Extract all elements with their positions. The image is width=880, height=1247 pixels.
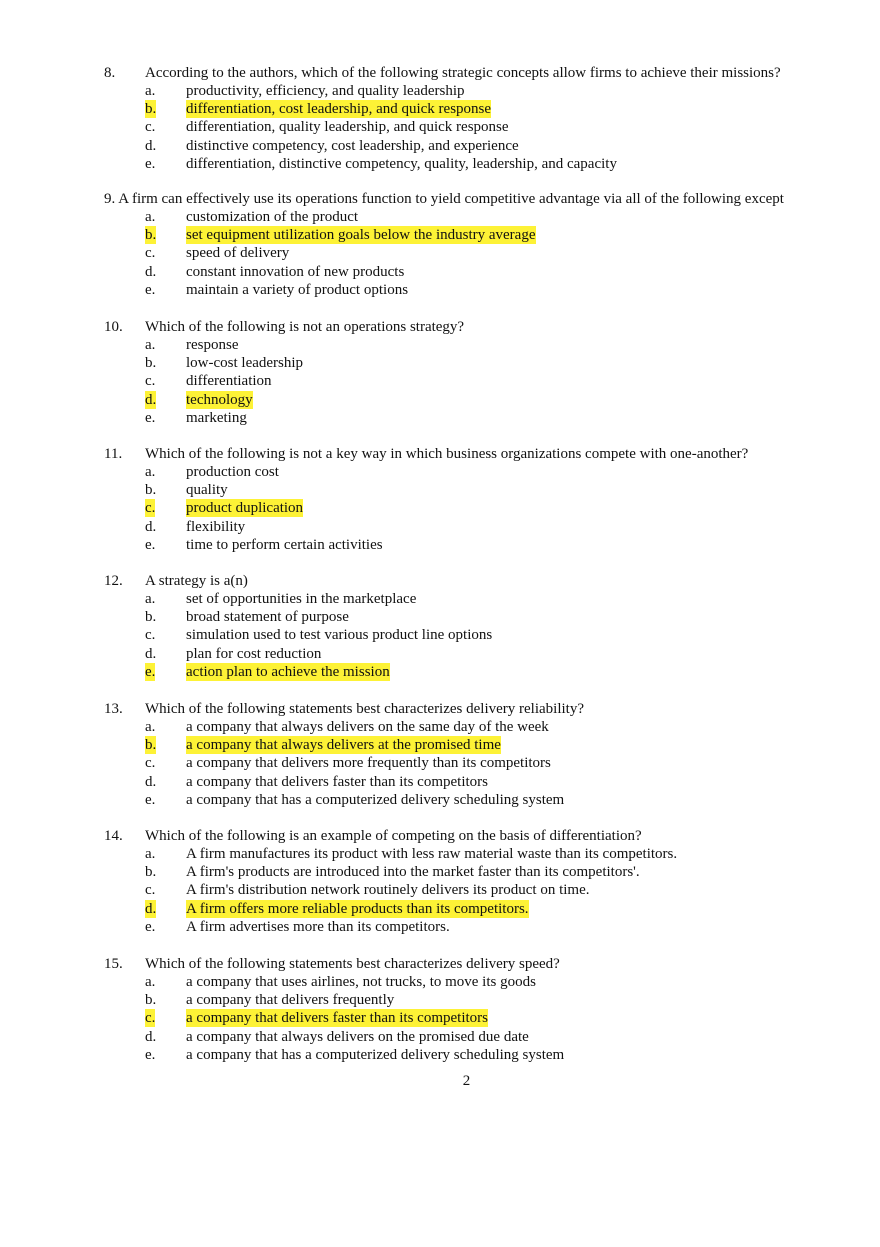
page-number: 2 <box>462 1073 471 1089</box>
option-text: differentiation, quality leadership, and quick response <box>186 119 509 136</box>
question-stem <box>0 827 880 845</box>
option-letter: b. <box>145 609 157 626</box>
option-letter: b. <box>145 864 157 881</box>
answer-option-highlighted <box>0 226 880 244</box>
option-text: response <box>186 337 239 353</box>
option-letter: e. <box>145 918 156 935</box>
option-letter: c. <box>145 882 156 899</box>
answer-option <box>0 536 880 554</box>
option-letter: b. <box>145 355 157 372</box>
option-text: simulation used to test various product line options <box>186 627 493 644</box>
option-text: A firm manufactures its product with less raw material waste than its competitors. <box>186 846 678 862</box>
option-letter: d. <box>145 137 157 154</box>
option-text: constant innovation of new products <box>186 263 405 280</box>
question-stem <box>0 318 880 336</box>
answer-option <box>0 518 880 536</box>
option-text: A firm advertises more than its competitors. <box>186 918 450 935</box>
option-text: a company that delivers more frequently than its competitors <box>186 755 551 772</box>
option-text: flexibility <box>186 518 246 535</box>
option-letter: c. <box>145 755 156 772</box>
option-letter: a. <box>145 83 156 99</box>
answer-option <box>0 754 880 772</box>
option-text: differentiation, distinctive competency, quality, leadership, and capacity <box>186 155 617 172</box>
question-number: 9. <box>104 191 116 207</box>
option-letter: a. <box>145 209 156 225</box>
option-letter: d. <box>145 645 157 662</box>
question-number: 8. <box>104 65 116 81</box>
answer-option <box>0 118 880 136</box>
option-letter: a. <box>145 464 156 480</box>
option-text: customization of the product <box>186 209 359 225</box>
answer-option <box>0 372 880 390</box>
answer-option <box>0 208 880 226</box>
answer-option <box>0 773 880 791</box>
question-text: A strategy is a(n) <box>145 573 248 589</box>
option-text: a company that delivers faster than its competitors <box>186 1010 488 1027</box>
option-text: A firm offers more reliable products than its competitors. <box>186 900 529 917</box>
question-8 <box>0 64 880 173</box>
option-letter: e. <box>145 791 156 808</box>
answer-option <box>0 991 880 1009</box>
answer-option <box>0 137 880 155</box>
answer-option <box>0 590 880 608</box>
option-text: a company that delivers faster than its competitors <box>186 773 488 790</box>
question-number: 14. <box>104 828 123 844</box>
question-text-body: A firm can effectively use its operations function to yield competitive advantage via all of the following except <box>118 191 784 207</box>
option-letter: a. <box>145 974 156 990</box>
answer-option-highlighted <box>0 736 880 754</box>
option-letter: b. <box>145 737 157 754</box>
option-text: time to perform certain activities <box>186 536 383 553</box>
question-12 <box>0 572 880 681</box>
option-letter: c. <box>145 245 156 262</box>
option-text: speed of delivery <box>186 245 290 262</box>
option-letter: e. <box>145 663 156 680</box>
question-number: 11. <box>104 446 123 462</box>
option-text: a company that uses airlines, not trucks, to move its goods <box>186 974 536 990</box>
option-text: set of opportunities in the marketplace <box>186 591 417 607</box>
option-text: maintain a variety of product options <box>186 281 409 298</box>
question-number: 10. <box>104 319 123 335</box>
option-text: technology <box>186 391 253 408</box>
question-stem <box>0 445 880 463</box>
option-text: action plan to achieve the mission <box>186 663 390 680</box>
question-text: Which of the following is not a key way in which business organizations compete with one-another? <box>145 446 749 462</box>
answer-option <box>0 845 880 863</box>
answer-option <box>0 791 880 809</box>
answer-option <box>0 1046 880 1064</box>
answer-option-highlighted <box>0 391 880 409</box>
option-text: a company that always delivers on the same day of the week <box>186 719 549 735</box>
option-text: marketing <box>186 409 247 426</box>
answer-option-highlighted <box>0 663 880 681</box>
option-letter: a. <box>145 846 156 862</box>
option-text: distinctive competency, cost leadership, and experience <box>186 137 519 154</box>
option-text: a company that has a computerized delivery scheduling system <box>186 791 565 808</box>
option-letter: d. <box>145 263 157 280</box>
option-letter: c. <box>145 1010 156 1027</box>
option-text: A firm's products are introduced into the market faster than its competitors'. <box>186 864 640 881</box>
answer-option <box>0 336 880 354</box>
option-letter: b. <box>145 101 157 118</box>
question-text: Which of the following is not an operations strategy? <box>145 319 465 335</box>
option-text: set equipment utilization goals below the industry average <box>186 227 536 244</box>
answer-option-highlighted <box>0 499 880 517</box>
question-number: 15. <box>104 956 123 972</box>
option-letter: e. <box>145 1046 156 1063</box>
option-text: low-cost leadership <box>186 355 304 372</box>
option-text: a company that has a computerized delivery scheduling system <box>186 1046 565 1063</box>
option-text: a company that delivers frequently <box>186 992 395 1009</box>
answer-option <box>0 718 880 736</box>
question-stem <box>0 190 880 208</box>
option-text: broad statement of purpose <box>186 609 349 626</box>
option-letter: d. <box>145 1028 157 1045</box>
option-letter: c. <box>145 119 156 136</box>
question-stem <box>0 64 880 82</box>
option-letter: a. <box>145 591 156 607</box>
option-text: product duplication <box>186 500 304 517</box>
answer-option <box>0 409 880 427</box>
option-letter: c. <box>145 500 156 517</box>
option-letter: b. <box>145 992 157 1009</box>
option-letter: c. <box>145 373 156 390</box>
option-letter: c. <box>145 627 156 644</box>
question-text: According to the authors, which of the following strategic concepts allow firms to achieve their missions? <box>145 65 781 81</box>
question-text: Which of the following statements best characterizes delivery reliability? <box>145 701 584 717</box>
option-text: quality <box>186 482 228 499</box>
question-13 <box>0 700 880 809</box>
option-letter: a. <box>145 337 156 353</box>
option-text: A firm's distribution network routinely delivers its product on time. <box>186 882 590 899</box>
question-text <box>104 190 784 208</box>
answer-option <box>0 608 880 626</box>
option-text: differentiation, cost leadership, and quick response <box>186 101 492 118</box>
answer-option <box>0 626 880 644</box>
answer-option <box>0 155 880 173</box>
answer-option-highlighted <box>0 100 880 118</box>
option-letter: e. <box>145 409 156 426</box>
answer-option <box>0 863 880 881</box>
option-text: a company that always delivers at the promised time <box>186 737 501 754</box>
question-text: Which of the following statements best characterizes delivery speed? <box>145 956 560 972</box>
option-letter: e. <box>145 155 156 172</box>
answer-option <box>0 973 880 991</box>
option-letter: a. <box>145 719 156 735</box>
option-letter: d. <box>145 900 157 917</box>
question-9 <box>0 190 880 299</box>
answer-option <box>0 481 880 499</box>
question-number: 12. <box>104 573 123 589</box>
answer-option <box>0 244 880 262</box>
answer-option <box>0 918 880 936</box>
option-text: a company that always delivers on the promised due date <box>186 1028 529 1045</box>
option-letter: e. <box>145 281 156 298</box>
option-text: plan for cost reduction <box>186 645 322 662</box>
question-number: 13. <box>104 701 123 717</box>
question-stem <box>0 955 880 973</box>
option-text: differentiation <box>186 373 272 390</box>
option-letter: d. <box>145 518 157 535</box>
option-letter: d. <box>145 773 157 790</box>
question-11 <box>0 445 880 554</box>
question-stem <box>0 572 880 590</box>
option-letter: e. <box>145 536 156 553</box>
answer-option <box>0 881 880 899</box>
answer-option <box>0 263 880 281</box>
answer-option <box>0 1028 880 1046</box>
question-stem <box>0 700 880 718</box>
question-text: Which of the following is an example of competing on the basis of differentiation? <box>145 828 642 844</box>
question-15 <box>0 955 880 1064</box>
question-10 <box>0 318 880 427</box>
answer-option <box>0 645 880 663</box>
answer-option-highlighted <box>0 1009 880 1027</box>
answer-option-highlighted <box>0 900 880 918</box>
option-text: productivity, efficiency, and quality leadership <box>186 83 465 99</box>
answer-option <box>0 281 880 299</box>
option-letter: d. <box>145 391 157 408</box>
answer-option <box>0 82 880 100</box>
option-letter: b. <box>145 482 157 499</box>
option-letter: b. <box>145 227 157 244</box>
option-text: production cost <box>186 464 279 480</box>
answer-option <box>0 354 880 372</box>
answer-option <box>0 463 880 481</box>
question-14 <box>0 827 880 936</box>
